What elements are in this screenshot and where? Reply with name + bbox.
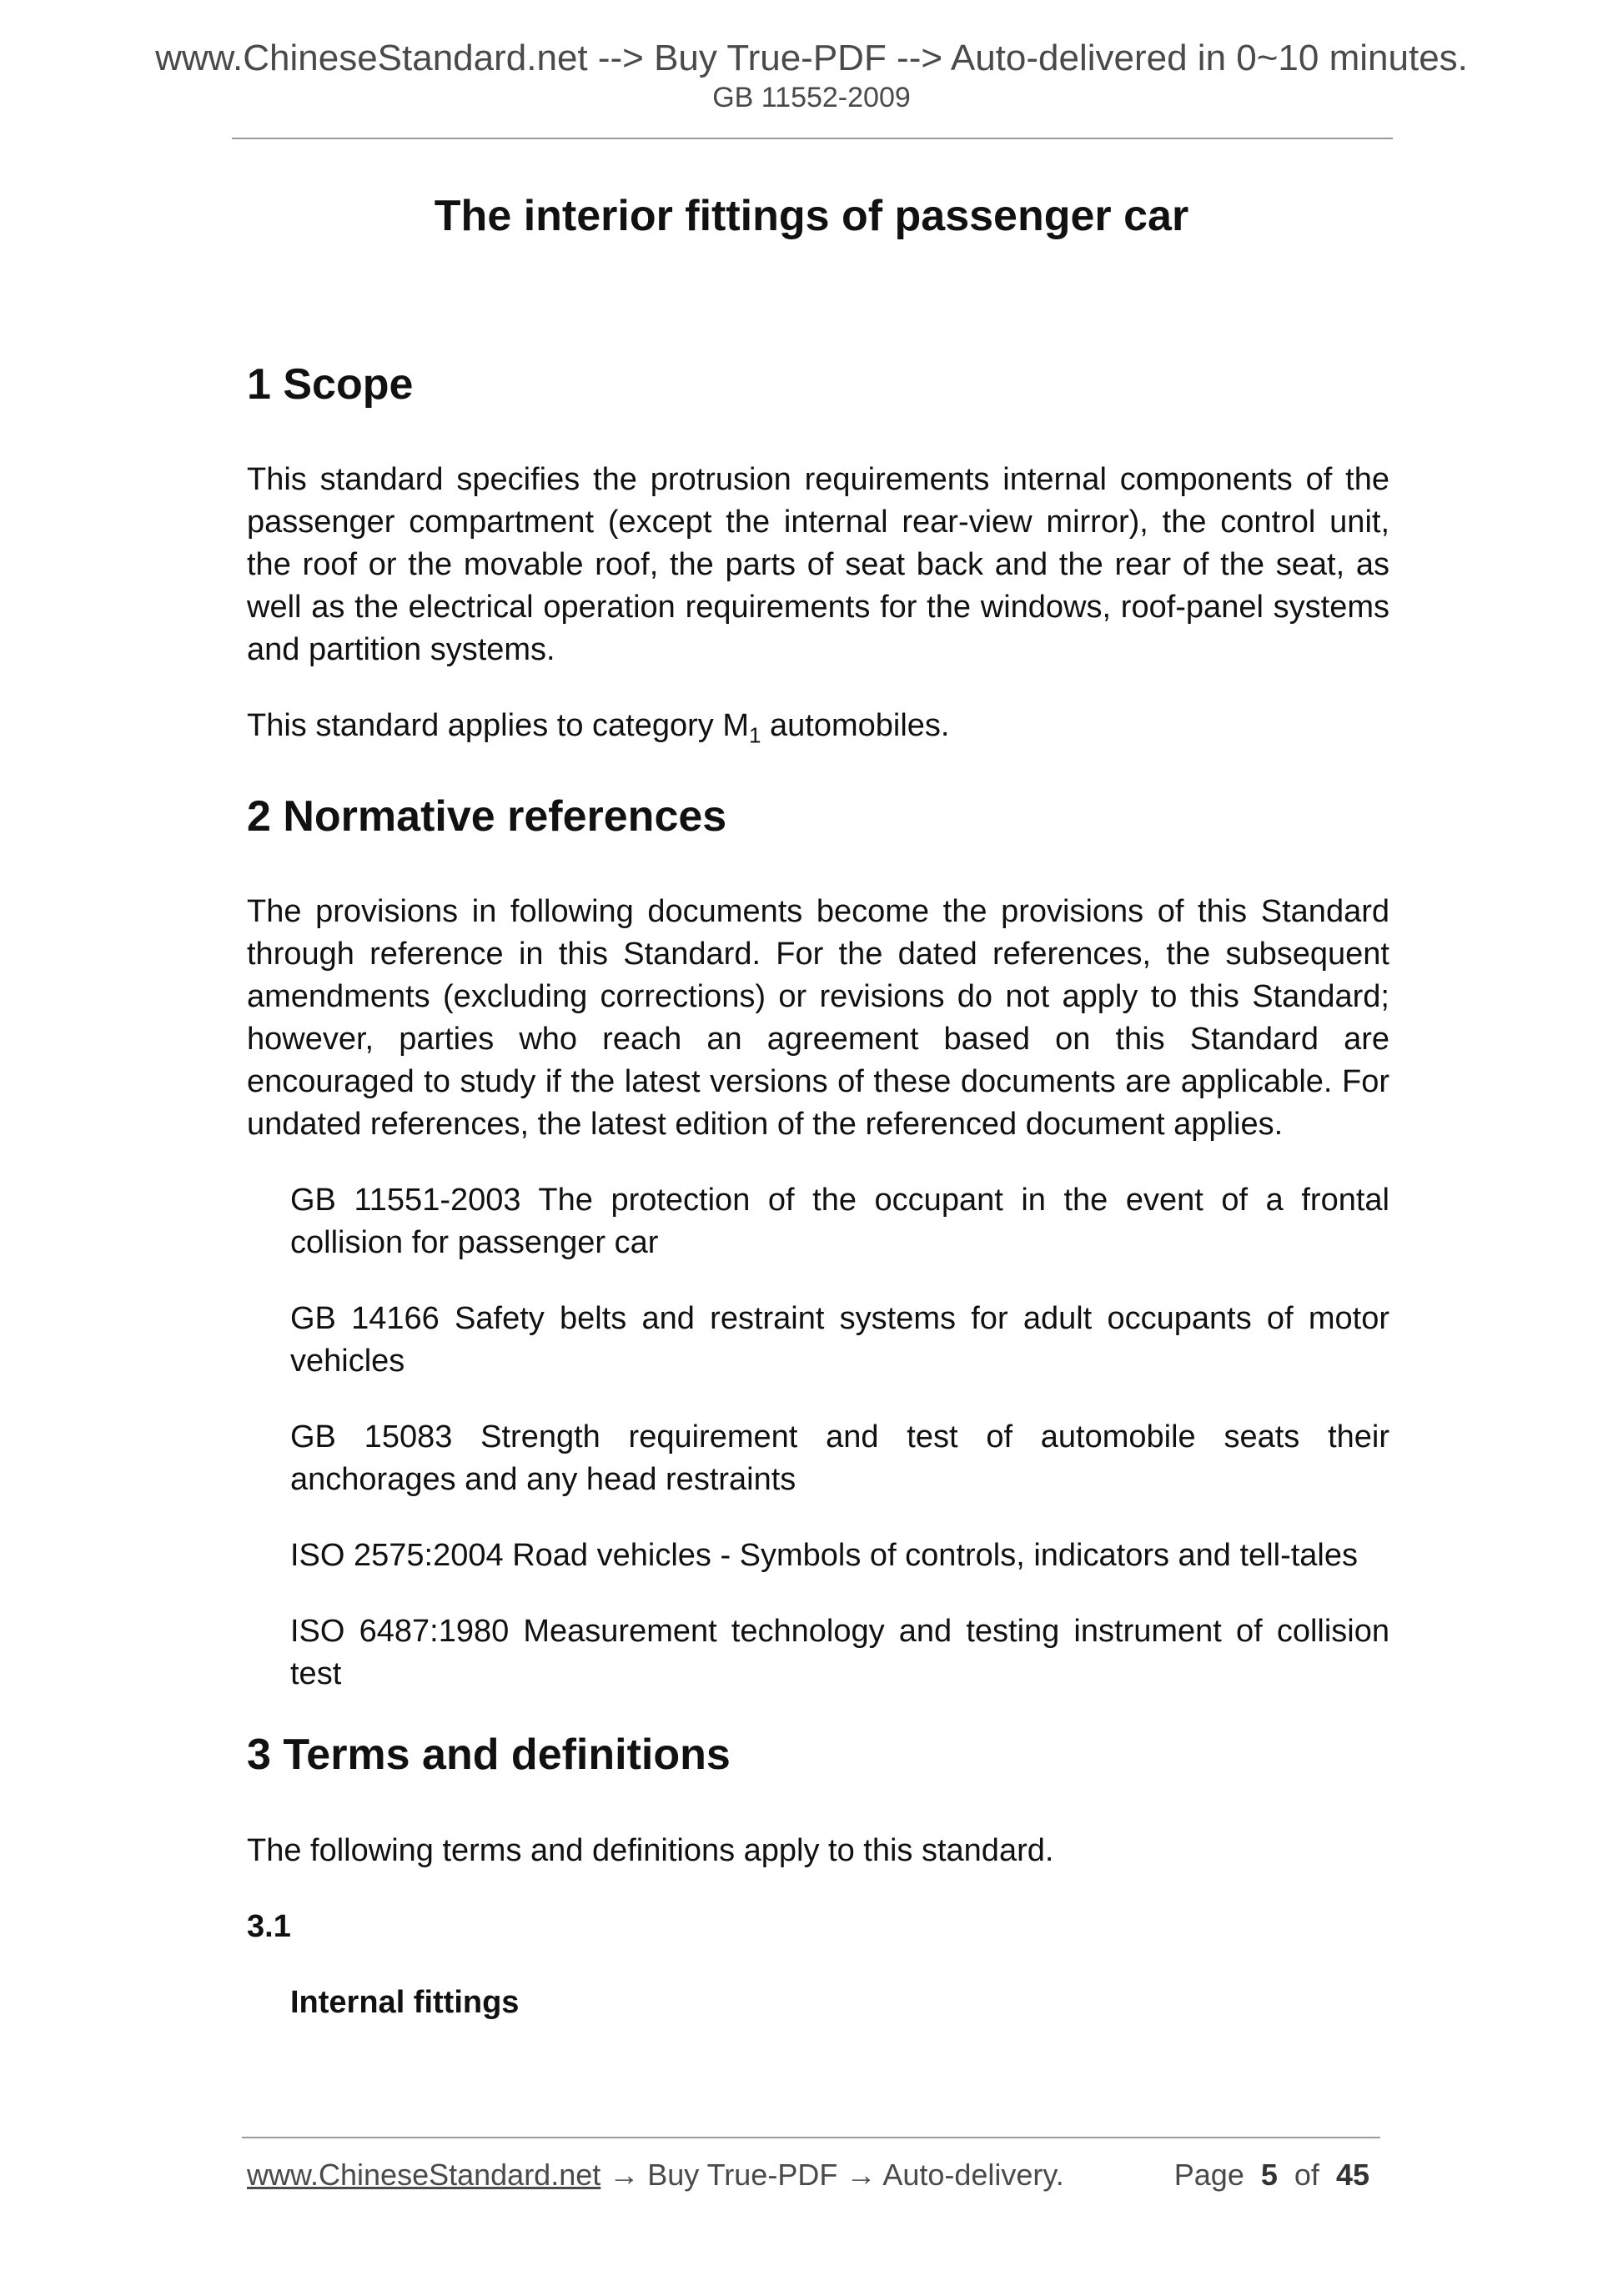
footer-text: → Buy True-PDF → Auto-delivery. [600,2158,1064,2192]
category-subscript: 1 [748,722,761,748]
reference-item: GB 11551-2003 The protection of the occupant in the event of a frontal collision for passenger car [290,1183,1389,1261]
references-paragraph: The provisions in following documents become the provisions of this Standard through reference in this Standard. For the dated references, the subsequent amendments (excluding corrections) or revisions do not apply to this Standard; however, parties who reach an agreement based on this Standard are encouraged to study if the latest versions of these documents are applicable. For undated references, the latest edition of the referenced document applies. [247,894,1389,1143]
reference-item: ISO 6487:1980 Measurement technology and testing instrument of collision test [290,1614,1389,1692]
document-body [247,359,1389,2057]
document-code: GB 11552-2009 [712,82,911,113]
page-indicator [1174,2160,1381,2190]
footer-left [247,2160,1064,2190]
document-title: The interior fittings of passenger car [434,192,1189,240]
section-heading-normative-references: 2 Normative references [247,791,727,841]
page-number: 5 [1260,2158,1278,2192]
page-footer [247,2160,1381,2190]
terms-intro-paragraph: The following terms and definitions apply to this standard. [247,1832,1054,1868]
page-total: 45 [1335,2158,1369,2192]
section-heading-terms-definitions: 3 Terms and definitions [247,1731,731,1780]
footer-divider [242,2137,1380,2138]
section-heading-scope: 1 Scope [247,360,414,409]
footer-site-link[interactable]: www.ChineseStandard.net [247,2158,601,2192]
scope-paragraph: This standard specifies the protrusion requirements internal components of the passenger compartment (except the internal rear-view mirror), the control unit, the roof or the movable roof, the parts of seat back and the rear of the seat, as well as the electrical operation requirements for the windows, roof-panel systems and partition systems. [247,462,1389,668]
clause-number: 3.1 [247,1908,291,1944]
applicability-text-start: This standard applies to category M [247,708,749,744]
applicability-text-end: automobiles. [761,708,950,744]
reference-item: GB 15083 Strength requirement and test of automobile seats their anchorages and any head restraints [290,1419,1389,1498]
reference-item: ISO 2575:2004 Road vehicles - Symbols of controls, indicators and tell-tales [290,1538,1358,1574]
page-label: Page [1173,2158,1244,2192]
term-heading: Internal fittings [290,1984,520,2020]
header-divider [232,138,1393,139]
top-banner: www.ChineseStandard.net --> Buy True-PDF --> Auto-delivered in 0~10 minutes. [155,38,1468,78]
scope-applicability-paragraph [247,705,1389,757]
reference-item: GB 14166 Safety belts and restraint systems for adult occupants of motor vehicles [290,1301,1389,1379]
of-label: of [1294,2158,1319,2192]
